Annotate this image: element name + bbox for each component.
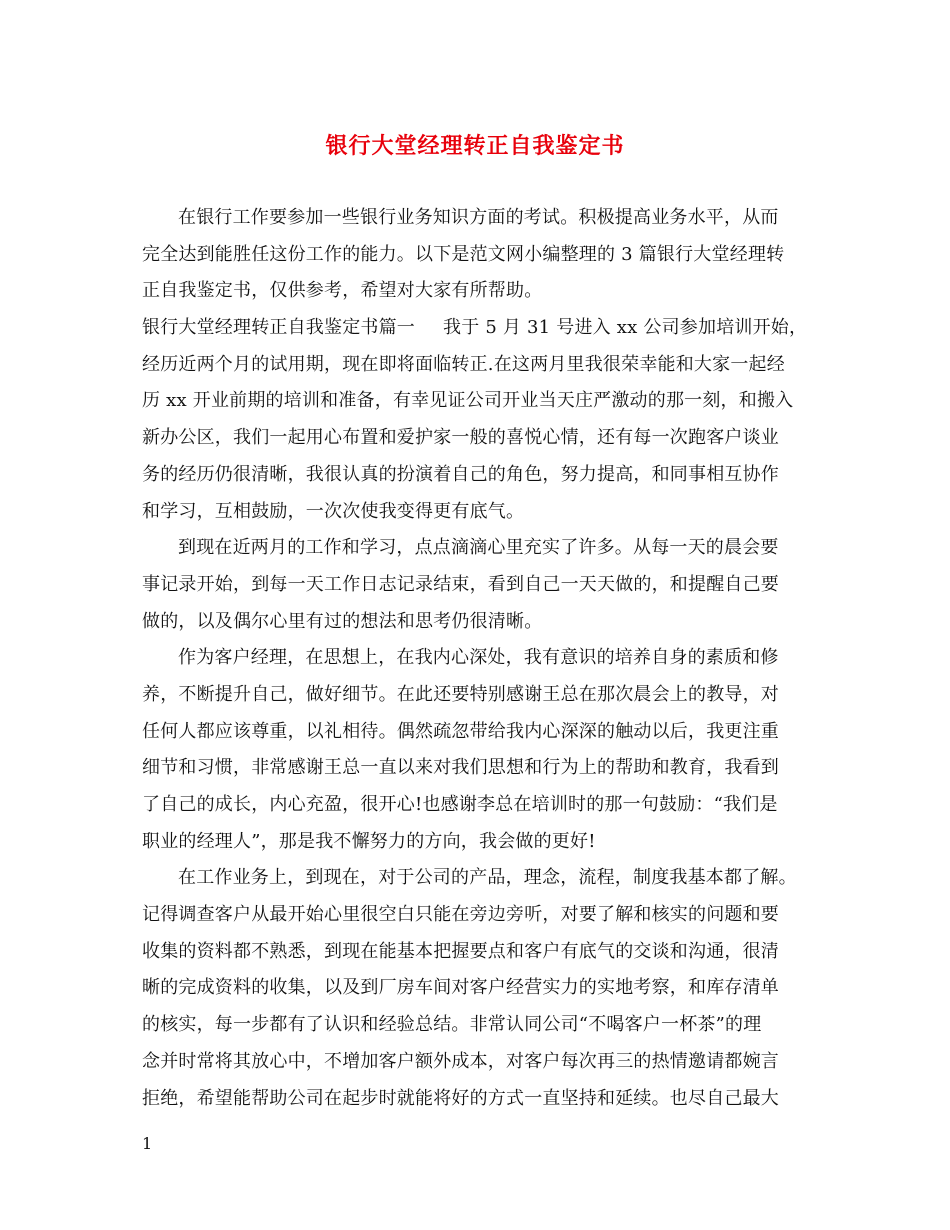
text-line: 在工作业务上，到现在，对于公司的产品，理念，流程，制度我基本都了解。 — [178, 867, 797, 889]
text-line: 务的经历仍很清晰，我很认真的扮演着自己的角色，努力提高，和同事相互协作 — [142, 463, 779, 485]
text-line: 的核实，每一步都有了认识和经验总结。非常认同公司“不喝客户一杯茶”的理 — [142, 1014, 762, 1036]
document-body — [142, 200, 810, 1117]
text-line: 作为客户经理，在思想上，在我内心深处，我有意识的培养自身的素质和修 — [178, 647, 779, 669]
text-line: 细节和习惯，非常感谢王总一直以来对我们思想和行为上的帮助和教育，我看到 — [142, 757, 779, 779]
text-line: 事记录开始，到每一天工作日志记录结束，看到自己一天天做的，和提醒自己要 — [142, 573, 779, 595]
text-line: 记得调查客户从最开始心里很空白只能在旁边旁听，对要了解和核实的问题和要 — [142, 904, 779, 926]
section-first-sentence: 我于 5 月 31 号进入 xx 公司参加培训开始， — [443, 317, 808, 339]
text-line: 新办公区，我们一起用心布置和爱护家一般的喜悦心情，还有每一次跑客户谈业 — [142, 427, 779, 449]
text-line: 做的，以及偶尔心里有过的想法和思考仍很清晰。 — [142, 610, 543, 632]
text-line: 了自己的成长，内心充盈，很开心!也感谢李总在培训时的那一句鼓励：“我们是 — [142, 794, 778, 815]
text-line: 和学习，互相鼓励，一次次使我变得更有底气。 — [142, 500, 525, 522]
text-line: 在银行工作要参加一些银行业务知识方面的考试。积极提高业务水平，从而 — [178, 207, 779, 228]
text-line: 晰的完成资料的收集，以及到厂房车间对客户经营实力的实地考察，和库存清单 — [142, 977, 779, 999]
text-line: 经历近两个月的试用期，现在即将面临转正.在这两月里我很荣幸能和大家一起经 — [142, 353, 785, 375]
text-line: 收集的资料都不熟悉，到现在能基本把握要点和客户有底气的交谈和沟通，很清 — [142, 940, 779, 962]
text-line: 历 xx 开业前期的培训和准备，有幸见证公司开业当天庄严激动的那一刻，和搬入 — [142, 390, 794, 412]
text-line: 完全达到能胜任这份工作的能力。以下是范文网小编整理的 3 篇银行大堂经理转 — [142, 243, 785, 265]
text-line: 念并时常将其放心中，不增加客户额外成本，对客户每次再三的热情邀请都婉言 — [142, 1050, 779, 1072]
section-heading-line — [142, 310, 810, 347]
text-line: 到现在近两月的工作和学习，点点滴滴心里充实了许多。从每一天的晨会要 — [178, 537, 779, 559]
document-title: 银行大堂经理转正自我鉴定书 — [325, 133, 625, 159]
page-number: 1 — [142, 1134, 153, 1153]
text-line: 职业的经理人”，那是我不懈努力的方向，我会做的更好! — [142, 830, 596, 852]
text-line: 拒绝，希望能帮助公司在起步时就能将好的方式一直坚持和延续。也尽自己最大 — [142, 1087, 779, 1109]
text-line: 任何人都应该尊重，以礼相待。偶然疏忽带给我内心深深的触动以后，我更注重 — [142, 720, 779, 742]
text-line: 正自我鉴定书，仅供参考，希望对大家有所帮助。 — [142, 280, 543, 302]
section-heading: 银行大堂经理转正自我鉴定书篇一 — [142, 317, 415, 339]
text-line: 养，不断提升自己，做好细节。在此还要特别感谢王总在那次晨会上的教导，对 — [142, 683, 779, 705]
